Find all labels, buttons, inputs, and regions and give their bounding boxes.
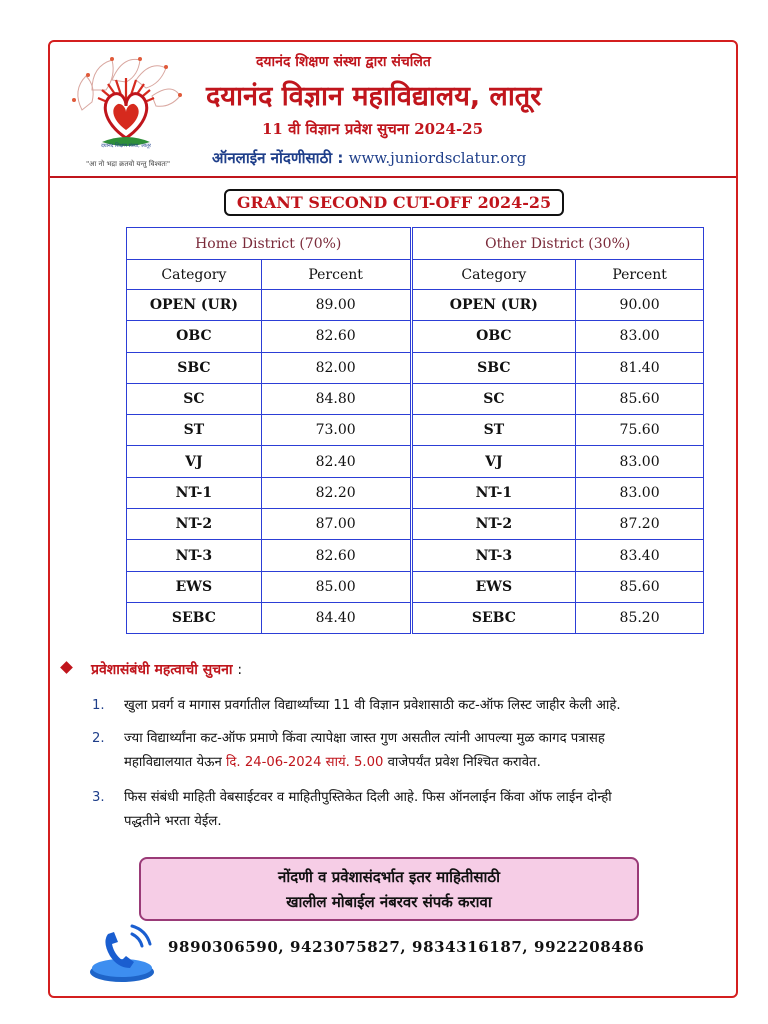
other-percent-cell: 90.00 — [576, 290, 704, 321]
home-percent-cell: 89.00 — [261, 290, 411, 321]
online-registration — [212, 148, 526, 168]
other-percent-cell: 83.00 — [576, 321, 704, 352]
home-percent-cell: 82.60 — [261, 321, 411, 352]
other-percent-cell: 87.20 — [576, 509, 704, 540]
other-percent-cell: 75.60 — [576, 415, 704, 446]
notice-heading — [62, 660, 242, 679]
home-percent-cell: 82.40 — [261, 446, 411, 477]
phone-numbers[interactable]: 9890306590, 9423075827, 9834316187, 9922208486 — [168, 938, 645, 956]
other-percent-cell: 83.00 — [576, 446, 704, 477]
table-row — [127, 321, 704, 352]
category-cell: NT-3 — [127, 540, 262, 571]
category-cell: NT-1 — [127, 477, 262, 508]
home-percent-cell: 84.80 — [261, 383, 411, 414]
notice-item-number: 3. — [92, 790, 105, 805]
other-percent-cell: 83.40 — [576, 540, 704, 571]
category-cell: SC — [127, 383, 262, 414]
cutoff-table — [126, 227, 704, 634]
category-cell: NT-3 — [411, 540, 576, 571]
category-cell: OBC — [127, 321, 262, 352]
home-district-header: Home District (70%) — [127, 228, 412, 260]
website-link[interactable]: www.juniordsclatur.org — [348, 149, 527, 167]
college-logo-icon — [62, 50, 190, 172]
category-cell: EWS — [127, 571, 262, 602]
category-cell: NT-2 — [127, 509, 262, 540]
deadline-date: दि. 24-06-2024 सायं. 5.00 — [226, 755, 384, 770]
home-percent-cell: 84.40 — [261, 602, 411, 633]
category-cell: SEBC — [127, 602, 262, 633]
notice-item-number: 2. — [92, 731, 105, 746]
notice-item-line: पद्धतीने भरता येईल. — [124, 814, 222, 829]
contact-box — [139, 857, 639, 921]
contact-line-2: खालील मोबाईल नंबरवर संपर्क करावा — [286, 893, 492, 911]
table-row — [127, 540, 704, 571]
table-row — [127, 509, 704, 540]
header-divider — [50, 176, 736, 178]
category-cell: SEBC — [411, 602, 576, 633]
col-category-other: Category — [411, 260, 576, 290]
table-row — [127, 477, 704, 508]
category-cell: NT-2 — [411, 509, 576, 540]
home-percent-cell: 85.00 — [261, 571, 411, 602]
category-cell: VJ — [127, 446, 262, 477]
table-row — [127, 352, 704, 383]
category-cell: SBC — [411, 352, 576, 383]
col-percent-home: Percent — [261, 260, 411, 290]
table-row — [127, 383, 704, 414]
notice-item-text: खुला प्रवर्ग व मागास प्रवर्गातील विद्यार्थ्यांच्या 11 वी विज्ञान प्रवेशासाठी कट-ऑफ लिस्ट जाहीर केली आहे. — [124, 698, 621, 713]
category-cell: EWS — [411, 571, 576, 602]
table-row — [127, 571, 704, 602]
notice-item-line: फिस संबंधी माहिती वेबसाईटवर व माहितीपुस्तिकेत दिली आहे. फिस ऑनलाईन किंवा ऑफ लाईन दोन्ही — [124, 790, 612, 805]
notice-item-number: 1. — [92, 698, 105, 713]
notice-title: 11 वी विज्ञान प्रवेश सुचना 2024-25 — [262, 120, 484, 138]
notice-heading-text: प्रवेशासंबंधी महत्वाची सुचना — [91, 662, 233, 678]
diamond-bullet-icon — [60, 661, 73, 674]
table-row — [127, 415, 704, 446]
category-cell: SC — [411, 383, 576, 414]
logo-motto: "आ नो भद्रा क्रतवो यन्तु विश्वतः" — [85, 160, 171, 168]
other-percent-cell: 85.60 — [576, 571, 704, 602]
online-label: ऑनलाईन नोंदणीसाठी : — [212, 149, 344, 167]
col-percent-other: Percent — [576, 260, 704, 290]
other-percent-cell: 83.00 — [576, 477, 704, 508]
notice-item-text — [124, 786, 736, 834]
other-percent-cell: 81.40 — [576, 352, 704, 383]
home-percent-cell: 82.60 — [261, 540, 411, 571]
college-name: दयानंद विज्ञान महाविद्यालय, लातूर — [206, 81, 542, 112]
other-percent-cell: 85.20 — [576, 602, 704, 633]
table-row — [127, 602, 704, 633]
category-cell: ST — [127, 415, 262, 446]
category-cell: OPEN (UR) — [127, 290, 262, 321]
contact-line-1: नोंदणी व प्रवेशासंदर्भात इतर माहितीसाठी — [278, 868, 500, 886]
notice-text-part: वाजेपर्यंत प्रवेश निश्चित करावेत. — [383, 755, 541, 770]
notice-text-part: महाविद्यालयात येऊन — [124, 755, 227, 770]
category-cell: NT-1 — [411, 477, 576, 508]
col-category-home: Category — [127, 260, 262, 290]
other-percent-cell: 85.60 — [576, 383, 704, 414]
society-line: दयानंद शिक्षण संस्था द्वारा संचलित — [256, 54, 431, 70]
category-cell: VJ — [411, 446, 576, 477]
notice-item-line — [124, 751, 736, 775]
notice-heading-colon: : — [237, 662, 243, 678]
category-cell: OPEN (UR) — [411, 290, 576, 321]
cutoff-title: GRANT SECOND CUT-OFF 2024-25 — [224, 189, 564, 216]
home-percent-cell: 82.00 — [261, 352, 411, 383]
logo-caption: दयानंद शिक्षण संस्था, लातूर — [101, 143, 151, 149]
home-percent-cell: 87.00 — [261, 509, 411, 540]
notice-item-text — [124, 727, 736, 775]
table-row — [127, 446, 704, 477]
notice-item-line: ज्या विद्यार्थ्यांना कट-ऑफ प्रमाणे किंवा त्यापेक्षा जास्त गुण असतील त्यांनी आपल्या मुळ कागद पत्रासह — [124, 731, 605, 746]
category-cell: ST — [411, 415, 576, 446]
home-percent-cell: 82.20 — [261, 477, 411, 508]
category-cell: OBC — [411, 321, 576, 352]
table-row — [127, 290, 704, 321]
other-district-header: Other District (30%) — [411, 228, 704, 260]
category-cell: SBC — [127, 352, 262, 383]
home-percent-cell: 73.00 — [261, 415, 411, 446]
phone-icon — [88, 920, 160, 986]
